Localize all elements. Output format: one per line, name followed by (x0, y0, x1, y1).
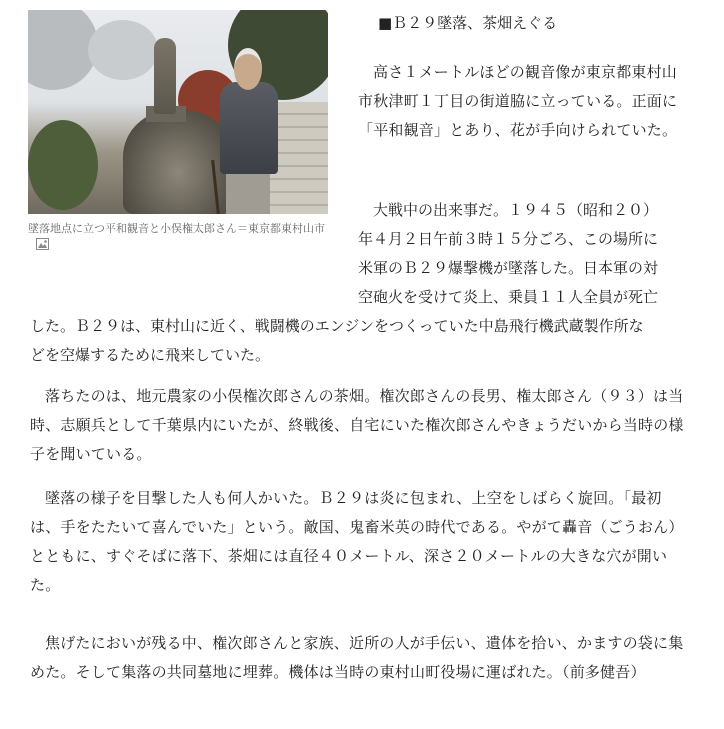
photo[interactable] (28, 10, 328, 214)
paragraph-3: 落ちたのは、地元農家の小俣権次郎さんの茶畑。権次郎さんの長男、権太郎さん（９３）は当時、志願兵として千葉県内にいたが、終戦後、自宅にいた権次郎さんやきょうだいから当時の様子を聞いている。 (30, 387, 684, 463)
caption-text: 墜落地点に立つ平和観音と小俣権太郎さん＝東京都東村山市 (28, 222, 325, 235)
man-head (234, 48, 262, 90)
paragraph-5: 焦げたにおいが残る中、権次郎さんと家族、近所の人が手伝い、遺体を拾い、かますの袋に集めた。そして集落の共同墓地に埋葬。機体は当時の東村山町役場に運ばれた。（前多健吾） (30, 634, 684, 681)
paragraph-2-line: 米軍のＢ２９爆撃機が墜落した。日本軍の対 (358, 259, 659, 277)
photo-caption (28, 220, 328, 255)
section-headline: ■Ｂ２９墜落、茶畑えぐる (378, 14, 558, 32)
paragraph-2-line: 空砲火を受けて炎上、乗員１１人全員が死亡 (358, 288, 659, 306)
photo-figure (28, 10, 330, 255)
image-icon[interactable] (36, 238, 49, 255)
paragraph-2-line: 年４月２日午前３時１５分ごろ、この場所に (358, 230, 659, 248)
paragraph-1: 高さ１メートルほどの観音像が東京都東村山市秋津町１丁目の街道脇に立っている。正面に「平和観音」とあり、花が手向けられていた。 (358, 63, 678, 139)
paragraph-2-line: 大戦中の出来事だ。１９４５（昭和２０） (373, 201, 659, 219)
bush-shape (28, 120, 98, 210)
paragraph-2-line: どを空爆するために飛来していた。 (30, 346, 271, 364)
tree-shape (88, 20, 158, 80)
paragraph-2-line: した。Ｂ２９は、東村山に近く、戦闘機のエンジンをつくっていた中島飛行機武蔵製作所な (30, 317, 644, 335)
paragraph-4: 墜落の様子を目撃した人も何人かいた。Ｂ２９は炎に包まれ、上空をしばらく旋回。「最初は、手をたたいて喜んでいた」という。敵国、鬼畜米英の時代である。やがて轟音（ごうおん）とともに、すぐそばに落下、茶畑には直径４０メートル、深さ２０メートルの大きな穴が開いた。 (30, 489, 684, 594)
kannon-statue (154, 38, 176, 114)
man-legs (226, 170, 270, 214)
man-body (220, 82, 278, 174)
